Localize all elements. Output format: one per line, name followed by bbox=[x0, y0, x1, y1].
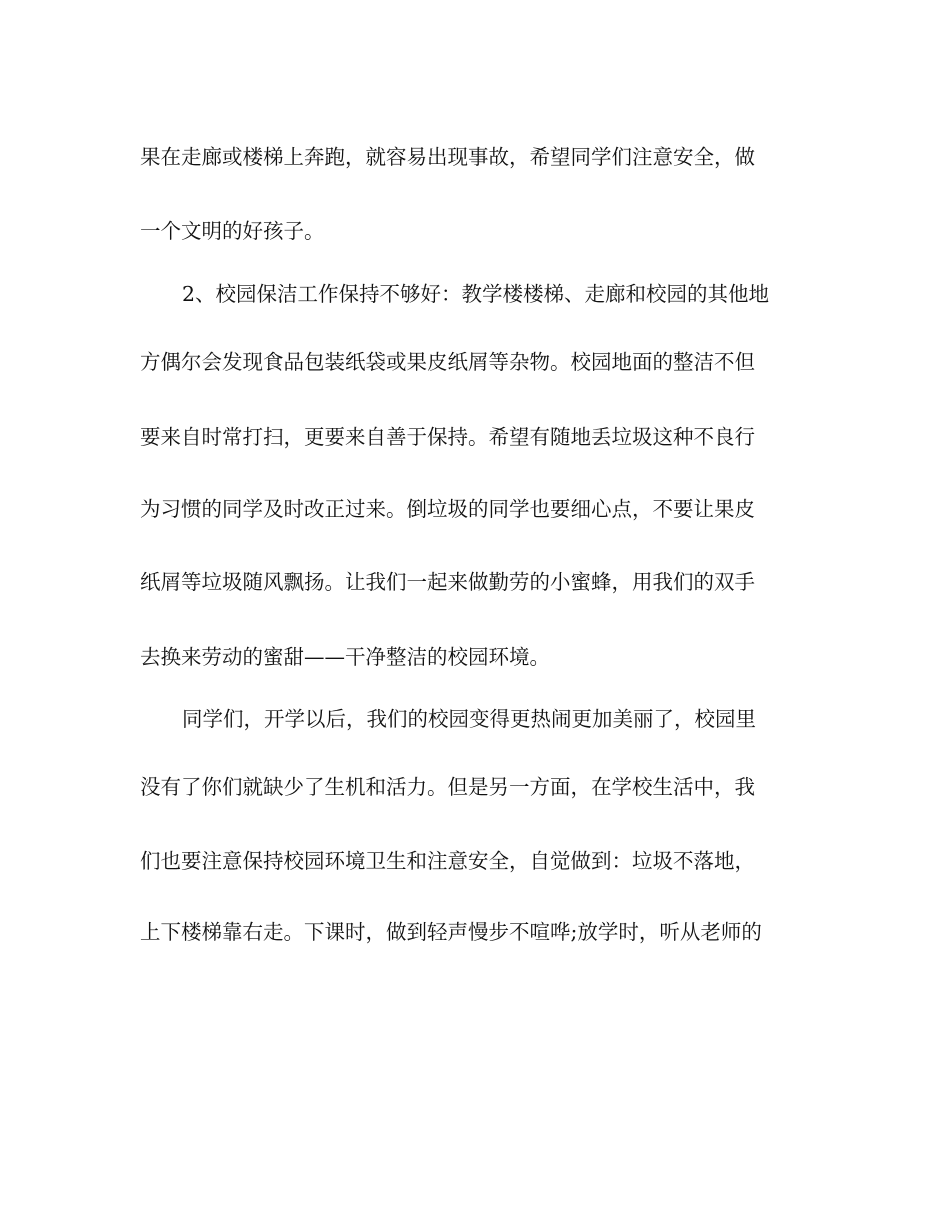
text-line: 方偶尔会发现食品包装纸袋或果皮纸屑等杂物。校园地面的整洁不但 bbox=[140, 350, 755, 374]
text-line: 没有了你们就缺少了生机和活力。但是另一方面，在学校生活中，我 bbox=[140, 775, 755, 799]
text-line: 要来自时常打扫，更要来自善于保持。希望有随地丢垃圾这种不良行 bbox=[140, 425, 755, 449]
text-line: 上下楼梯靠右走。下课时，做到轻声慢步不喧哗;放学时，听从老师的 bbox=[140, 920, 762, 944]
text-line: 去换来劳动的蜜甜——干净整洁的校园环境。 bbox=[140, 645, 550, 669]
paragraph-start-line: 同学们，开学以后，我们的校园变得更热闹更加美丽了，校园里 bbox=[182, 707, 756, 731]
text-line: 纸屑等垃圾随风飘扬。让我们一起来做勤劳的小蜜蜂，用我们的双手 bbox=[140, 570, 755, 594]
text-line: 们也要注意保持校园环境卫生和注意安全，自觉做到：垃圾不落地， bbox=[140, 849, 755, 873]
text-line: 果在走廊或楼梯上奔跑，就容易出现事故，希望同学们注意安全，做 bbox=[140, 145, 755, 169]
text-line: 为习惯的同学及时改正过来。倒垃圾的同学也要细心点，不要让果皮 bbox=[140, 497, 755, 521]
text-line: 一个文明的好孩子。 bbox=[140, 219, 325, 243]
paragraph-start-line: 2、校园保洁工作保持不够好：教学楼楼梯、走廊和校园的其他地 bbox=[182, 282, 770, 306]
